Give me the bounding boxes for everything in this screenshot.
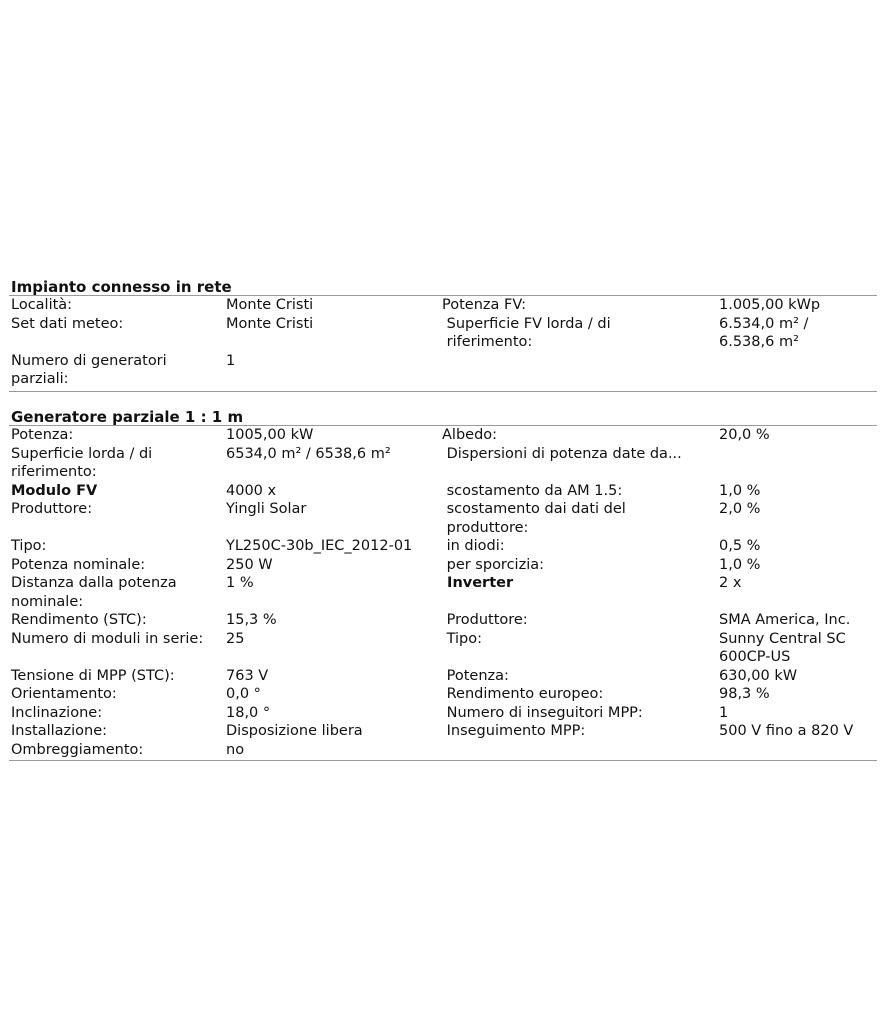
cell-line: 4000 x	[226, 482, 277, 499]
field-label	[11, 352, 167, 389]
cell-line: Yingli Solar	[226, 501, 307, 517]
cell-line: Superficie FV lorda / di	[442, 315, 611, 332]
cell-line: 2,0 %	[719, 501, 761, 517]
field-value	[719, 296, 820, 315]
field-value	[719, 482, 760, 501]
table-row	[9, 667, 877, 686]
field-value	[226, 574, 254, 593]
table-row	[9, 482, 877, 501]
field-label	[442, 667, 509, 686]
field-value	[719, 667, 797, 686]
table-row	[9, 426, 877, 445]
cell-line: 98,3 %	[719, 686, 770, 702]
cell-line: SMA America, Inc.	[719, 612, 851, 628]
cell-line: 6.534,0 m² /	[719, 315, 809, 332]
cell-line: 1	[226, 352, 236, 369]
field-label	[11, 482, 97, 501]
field-label	[11, 722, 107, 741]
field-value	[719, 556, 760, 575]
cell-line: Installazione:	[11, 723, 108, 739]
cell-line: 1,0 %	[719, 482, 761, 499]
cell-line: Tensione di MPP (STC):	[11, 667, 175, 684]
cell-line: 763 V	[226, 667, 269, 684]
cell-line: Produttore:	[442, 612, 528, 628]
field-label	[442, 500, 626, 537]
field-value	[719, 704, 728, 723]
cell-line: 0,5 %	[719, 538, 761, 554]
field-label	[442, 556, 544, 575]
table-row	[9, 741, 877, 760]
field-value	[226, 685, 261, 704]
field-value	[226, 315, 313, 334]
cell-line: 18,0 °	[226, 704, 271, 721]
cell-line: parziali:	[11, 371, 69, 387]
field-label	[11, 500, 92, 519]
section-divider	[9, 760, 877, 761]
field-label	[442, 685, 603, 704]
field-value	[226, 500, 306, 519]
cell-line: Monte Cristi	[226, 315, 314, 332]
cell-line: Tipo:	[11, 538, 47, 554]
table-row	[9, 296, 877, 315]
field-label	[11, 315, 123, 334]
table-row	[9, 611, 877, 630]
section-rows	[9, 296, 877, 389]
cell-line: Rendimento europeo:	[442, 686, 604, 702]
cell-line: 500 V fino a 820 V	[719, 723, 854, 739]
cell-line: YL250C-30b_IEC_2012-01	[226, 538, 413, 554]
field-value	[226, 537, 412, 556]
field-label	[11, 556, 145, 575]
field-label	[11, 537, 46, 556]
cell-line: Ombreggiamento:	[11, 741, 144, 758]
field-value	[719, 426, 770, 445]
cell-line: Potenza:	[442, 667, 509, 684]
cell-line: Disposizione libera	[226, 723, 363, 739]
cell-line: 1.005,00 kWp	[719, 297, 821, 313]
cell-line: Superficie lorda / di	[11, 445, 153, 462]
cell-line: Produttore:	[11, 501, 93, 517]
field-label	[11, 574, 177, 611]
cell-line: 6.538,6 m²	[719, 334, 799, 350]
table-row	[9, 352, 877, 389]
cell-line: Potenza:	[11, 427, 74, 443]
cell-line: 630,00 kW	[719, 667, 798, 684]
field-label	[11, 667, 175, 686]
cell-line: Set dati meteo:	[11, 315, 124, 332]
field-value	[226, 667, 268, 686]
cell-line: Rendimento (STC):	[11, 612, 147, 628]
cell-line: 20,0 %	[719, 427, 770, 443]
field-value	[719, 500, 760, 519]
table-row	[9, 704, 877, 723]
section-title: Impianto connesso in rete	[11, 278, 232, 296]
field-label	[442, 482, 622, 501]
field-label	[11, 426, 73, 445]
field-value	[226, 482, 276, 501]
section-impianto	[9, 279, 877, 392]
field-value	[719, 630, 846, 667]
field-label	[442, 315, 611, 352]
table-row	[9, 445, 877, 482]
field-label	[11, 741, 143, 760]
cell-line: 15,3 %	[226, 612, 277, 628]
field-value	[226, 630, 244, 649]
cell-line: 1005,00 kW	[226, 427, 314, 443]
cell-line: Monte Cristi	[226, 297, 314, 313]
field-label	[11, 685, 117, 704]
field-label	[442, 574, 513, 593]
cell-line: Inclinazione:	[11, 704, 103, 721]
field-value	[226, 426, 313, 445]
field-label	[442, 537, 505, 556]
cell-line: 1,0 %	[719, 556, 761, 573]
cell-line: 2 x	[719, 575, 742, 591]
field-label	[442, 630, 482, 649]
table-row	[9, 537, 877, 556]
cell-line: Sunny Central SC	[719, 630, 846, 647]
cell-line: no	[226, 741, 245, 758]
field-value	[226, 445, 391, 464]
field-label	[11, 445, 152, 482]
table-row	[9, 685, 877, 704]
cell-line: 0,0 °	[226, 686, 261, 702]
cell-line: Tipo:	[442, 630, 483, 647]
cell-line: Potenza nominale:	[11, 556, 146, 573]
cell-line: Inverter	[442, 575, 514, 591]
cell-line: Numero di generatori	[11, 352, 167, 369]
field-value	[226, 741, 244, 760]
field-label	[11, 630, 203, 649]
cell-line: Dispersioni di potenza date da...	[442, 445, 682, 462]
cell-line: 250 W	[226, 556, 273, 573]
field-label	[442, 611, 528, 630]
field-label	[442, 722, 585, 741]
field-label	[442, 296, 526, 315]
table-row	[9, 500, 877, 537]
table-row	[9, 722, 877, 741]
cell-line: scostamento dai dati del	[442, 501, 626, 517]
cell-line: 600CP-US	[719, 649, 791, 665]
field-label	[11, 704, 102, 723]
field-value	[226, 704, 270, 723]
table-row	[9, 315, 877, 352]
cell-line: 1	[719, 704, 729, 721]
cell-line: Albedo:	[442, 427, 498, 443]
cell-line: Inseguimento MPP:	[442, 723, 586, 739]
cell-line: scostamento da AM 1.5:	[442, 482, 623, 499]
field-label	[442, 704, 643, 723]
cell-line: per sporcizia:	[442, 556, 544, 573]
field-value	[719, 722, 853, 741]
cell-line: Potenza FV:	[442, 297, 526, 313]
cell-line: 1 %	[226, 575, 254, 591]
section-divider	[9, 391, 877, 392]
cell-line: riferimento:	[442, 334, 533, 350]
cell-line: Località:	[11, 297, 73, 313]
field-value	[719, 611, 850, 630]
cell-line: in diodi:	[442, 538, 505, 554]
field-value	[226, 352, 235, 371]
cell-line: produttore:	[442, 519, 529, 536]
cell-line: Numero di moduli in serie:	[11, 630, 204, 647]
section-title: Generatore parziale 1 : 1 m	[11, 408, 244, 426]
field-label	[11, 296, 72, 315]
field-value	[719, 685, 770, 704]
field-value	[719, 537, 760, 556]
cell-line: Orientamento:	[11, 686, 117, 702]
field-label	[11, 611, 147, 630]
section-generatore	[9, 409, 877, 761]
cell-line: riferimento:	[11, 464, 97, 480]
table-row	[9, 556, 877, 575]
field-value	[226, 296, 313, 315]
table-row	[9, 630, 877, 667]
field-value	[719, 574, 741, 593]
field-value	[719, 315, 808, 352]
field-value	[226, 611, 277, 630]
cell-line: Distanza dalla potenza	[11, 575, 177, 591]
cell-line: Modulo FV	[11, 482, 98, 499]
cell-line: 6534,0 m² / 6538,6 m²	[226, 445, 391, 462]
field-value	[226, 722, 363, 741]
cell-line: Numero di inseguitori MPP:	[442, 704, 643, 721]
field-label	[442, 445, 682, 464]
cell-line: nominale:	[11, 593, 84, 610]
cell-line: 25	[226, 630, 245, 647]
section-rows	[9, 426, 877, 759]
field-value	[226, 556, 273, 575]
field-label	[442, 426, 497, 445]
table-row	[9, 574, 877, 611]
